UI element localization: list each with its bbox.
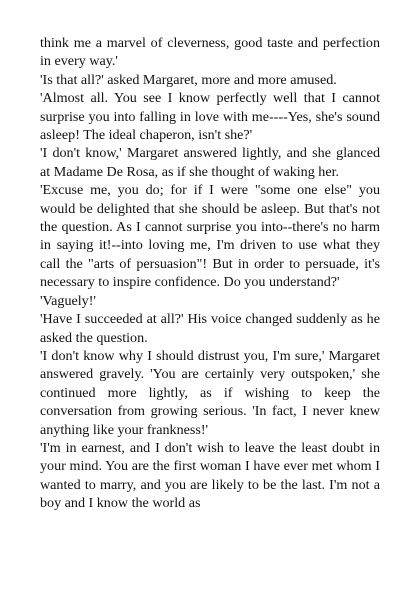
paragraph: 'I don't know why I should distrust you, I'm sure,' Margaret answered gravely. 'You are certainly very outspoken,' she continued more lightly, as if wishing to keep the conversation from growing serious. 'In fact, I never knew anything like your frankness!' xyxy=(40,347,380,438)
paragraph: 'Vaguely!' xyxy=(40,292,96,309)
paragraph: 'Almost all. You see I know perfectly well that I cannot surprise you into falling in love with me----Yes, she's sound asleep! The ideal chaperon, isn't she?' xyxy=(40,90,380,144)
paragraph: think me a marvel of cleverness, good taste and perfection in every way.' xyxy=(40,35,380,70)
paragraph: 'Is that all?' asked Margaret, more and more amused. xyxy=(40,71,337,88)
paragraph: 'I don't know,' Margaret answered lightly, and she glanced at Madame De Rosa, as if she thought of waking her. xyxy=(40,145,380,180)
page-text xyxy=(40,34,380,513)
paragraph: 'Excuse me, you do; for if I were "some one else" you would be delighted that she should be asleep. But that's not the question. As I cannot surprise you into--there's no harm in saying it!--into loving me, I'm driven to use what they call the "arts of persuasion"! But in order to persuade, it's necessary to inspire confidence. Do you understand?' xyxy=(40,182,380,291)
paragraph: 'I'm in earnest, and I don't wish to leave the least doubt in your mind. You are the first woman I have ever met whom I wanted to marry, and you are likely to be the last. I'm not a boy and I know the world as xyxy=(40,439,380,512)
paragraph: 'Have I succeeded at all?' His voice changed suddenly as he asked the question. xyxy=(40,311,380,346)
